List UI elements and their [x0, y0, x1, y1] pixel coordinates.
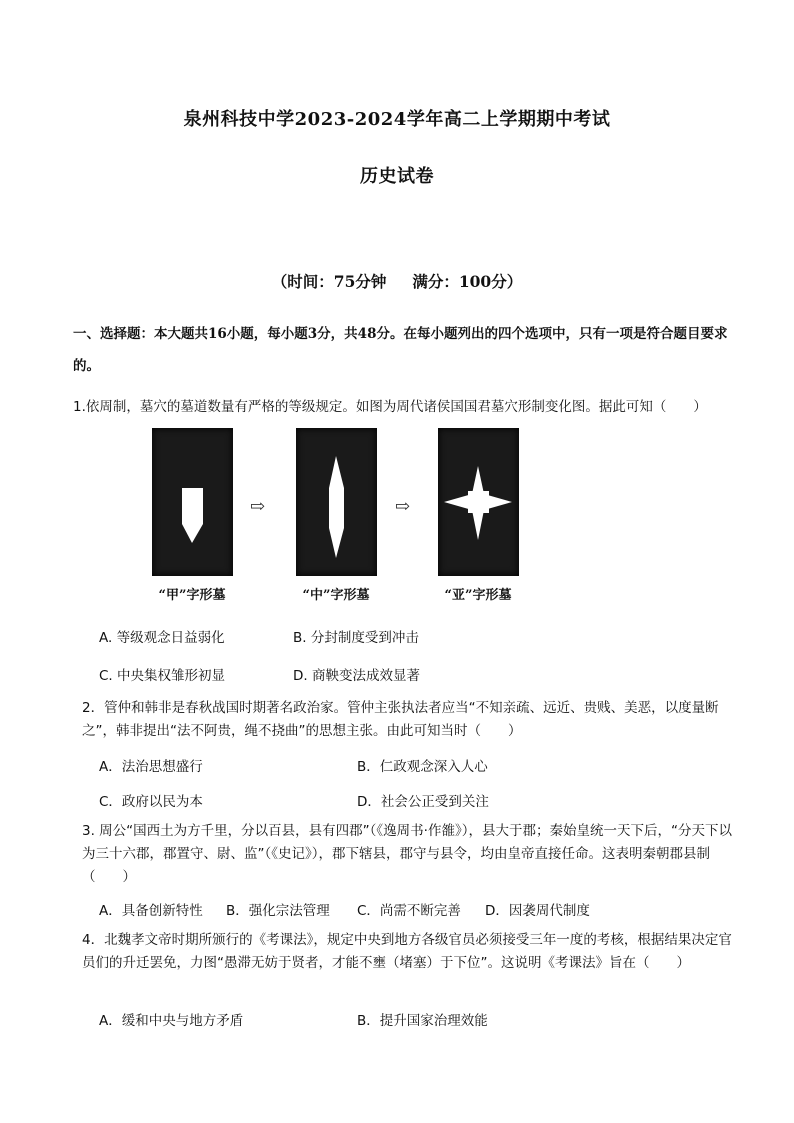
exam-subtitle: 历史试卷: [360, 166, 434, 187]
arrow-icon: ⇨: [250, 496, 266, 517]
section-instructions: 一、选择题：本大题共16小题，每小题3分，共48分。在每小题列出的四个选项中，只有一项是符合题目要求的。: [73, 326, 728, 374]
q2-option-a[interactable]: A．法治思想盛行: [99, 759, 203, 775]
q1-option-c[interactable]: C. 中央集权雏形初显: [99, 668, 226, 684]
q2-option-d[interactable]: D．社会公正受到关注: [357, 794, 489, 810]
exam-title: 泉州科技中学2023-2024学年高二上学期期中考试: [183, 109, 611, 130]
question-2-stem: 2．管仲和韩非是春秋战国时期著名政治家。管仲主张执法者应当“不知亲疏、远近、贵贱、美恶，以度量断之”，韩非提出“法不阿贵，绳不挠曲”的思想主张。由此可知当时（ ）: [82, 700, 719, 739]
ya-tomb-image: [438, 428, 519, 576]
q4-option-a[interactable]: A．缓和中央与地方矛盾: [99, 1013, 244, 1029]
exam-meta: [0, 270, 794, 292]
jia-tomb-image: [152, 428, 233, 576]
zhong-tomb-label: “中”字形墓: [302, 588, 370, 603]
q3-option-b[interactable]: B．强化宗法管理: [226, 903, 330, 919]
q1-option-a[interactable]: A. 等级观念日益弱化: [99, 630, 225, 646]
full-score: 满分：100分）: [412, 272, 523, 291]
q2-option-b[interactable]: B．仁政观念深入人心: [357, 759, 488, 775]
ya-tomb-label: “亚”字形墓: [444, 588, 512, 603]
q3-option-a[interactable]: A．具备创新特性: [99, 903, 203, 919]
q2-option-c[interactable]: C．政府以民为本: [99, 794, 203, 810]
question-3-stem: 3. 周公“国西土为方千里，分以百县，县有四郡”（《逸周书·作雒》），县大于郡；秦始皇统一天下后，“分天下以为三十六郡，郡置守、尉、监”（《史记》），郡下辖县，郡守与县令，均由皇帝直接任命。这表明秦朝郡县制（ ）: [82, 823, 732, 885]
tomb-figure: [150, 428, 530, 608]
arrow-icon: ⇨: [395, 496, 411, 517]
q3-option-c[interactable]: C．尚需不断完善: [357, 903, 461, 919]
zhong-tomb-image: [296, 428, 377, 576]
jia-tomb-label: “甲”字形墓: [158, 588, 226, 603]
question-1-stem: 1.依周制，墓穴的墓道数量有严格的等级规定。如图为周代诸侯国国君墓穴形制变化图。据此可知（ ）: [73, 399, 707, 415]
q3-option-d[interactable]: D．因袭周代制度: [485, 903, 590, 919]
q4-option-b[interactable]: B．提升国家治理效能: [357, 1013, 488, 1029]
q1-option-d[interactable]: D. 商鞅变法成效显著: [293, 668, 420, 684]
time-limit: （时间：75分钟: [271, 272, 387, 291]
q1-option-b[interactable]: B. 分封制度受到冲击: [293, 630, 419, 646]
question-4-stem: 4．北魏孝文帝时期所颁行的《考课法》，规定中央到地方各级官员必须接受三年一度的考核，根据结果决定官员们的升迁罢免，力图“愚滞无妨于贤者，才能不壅（堵塞）于下位”。这说明《考课法》旨在（ ）: [82, 932, 732, 971]
